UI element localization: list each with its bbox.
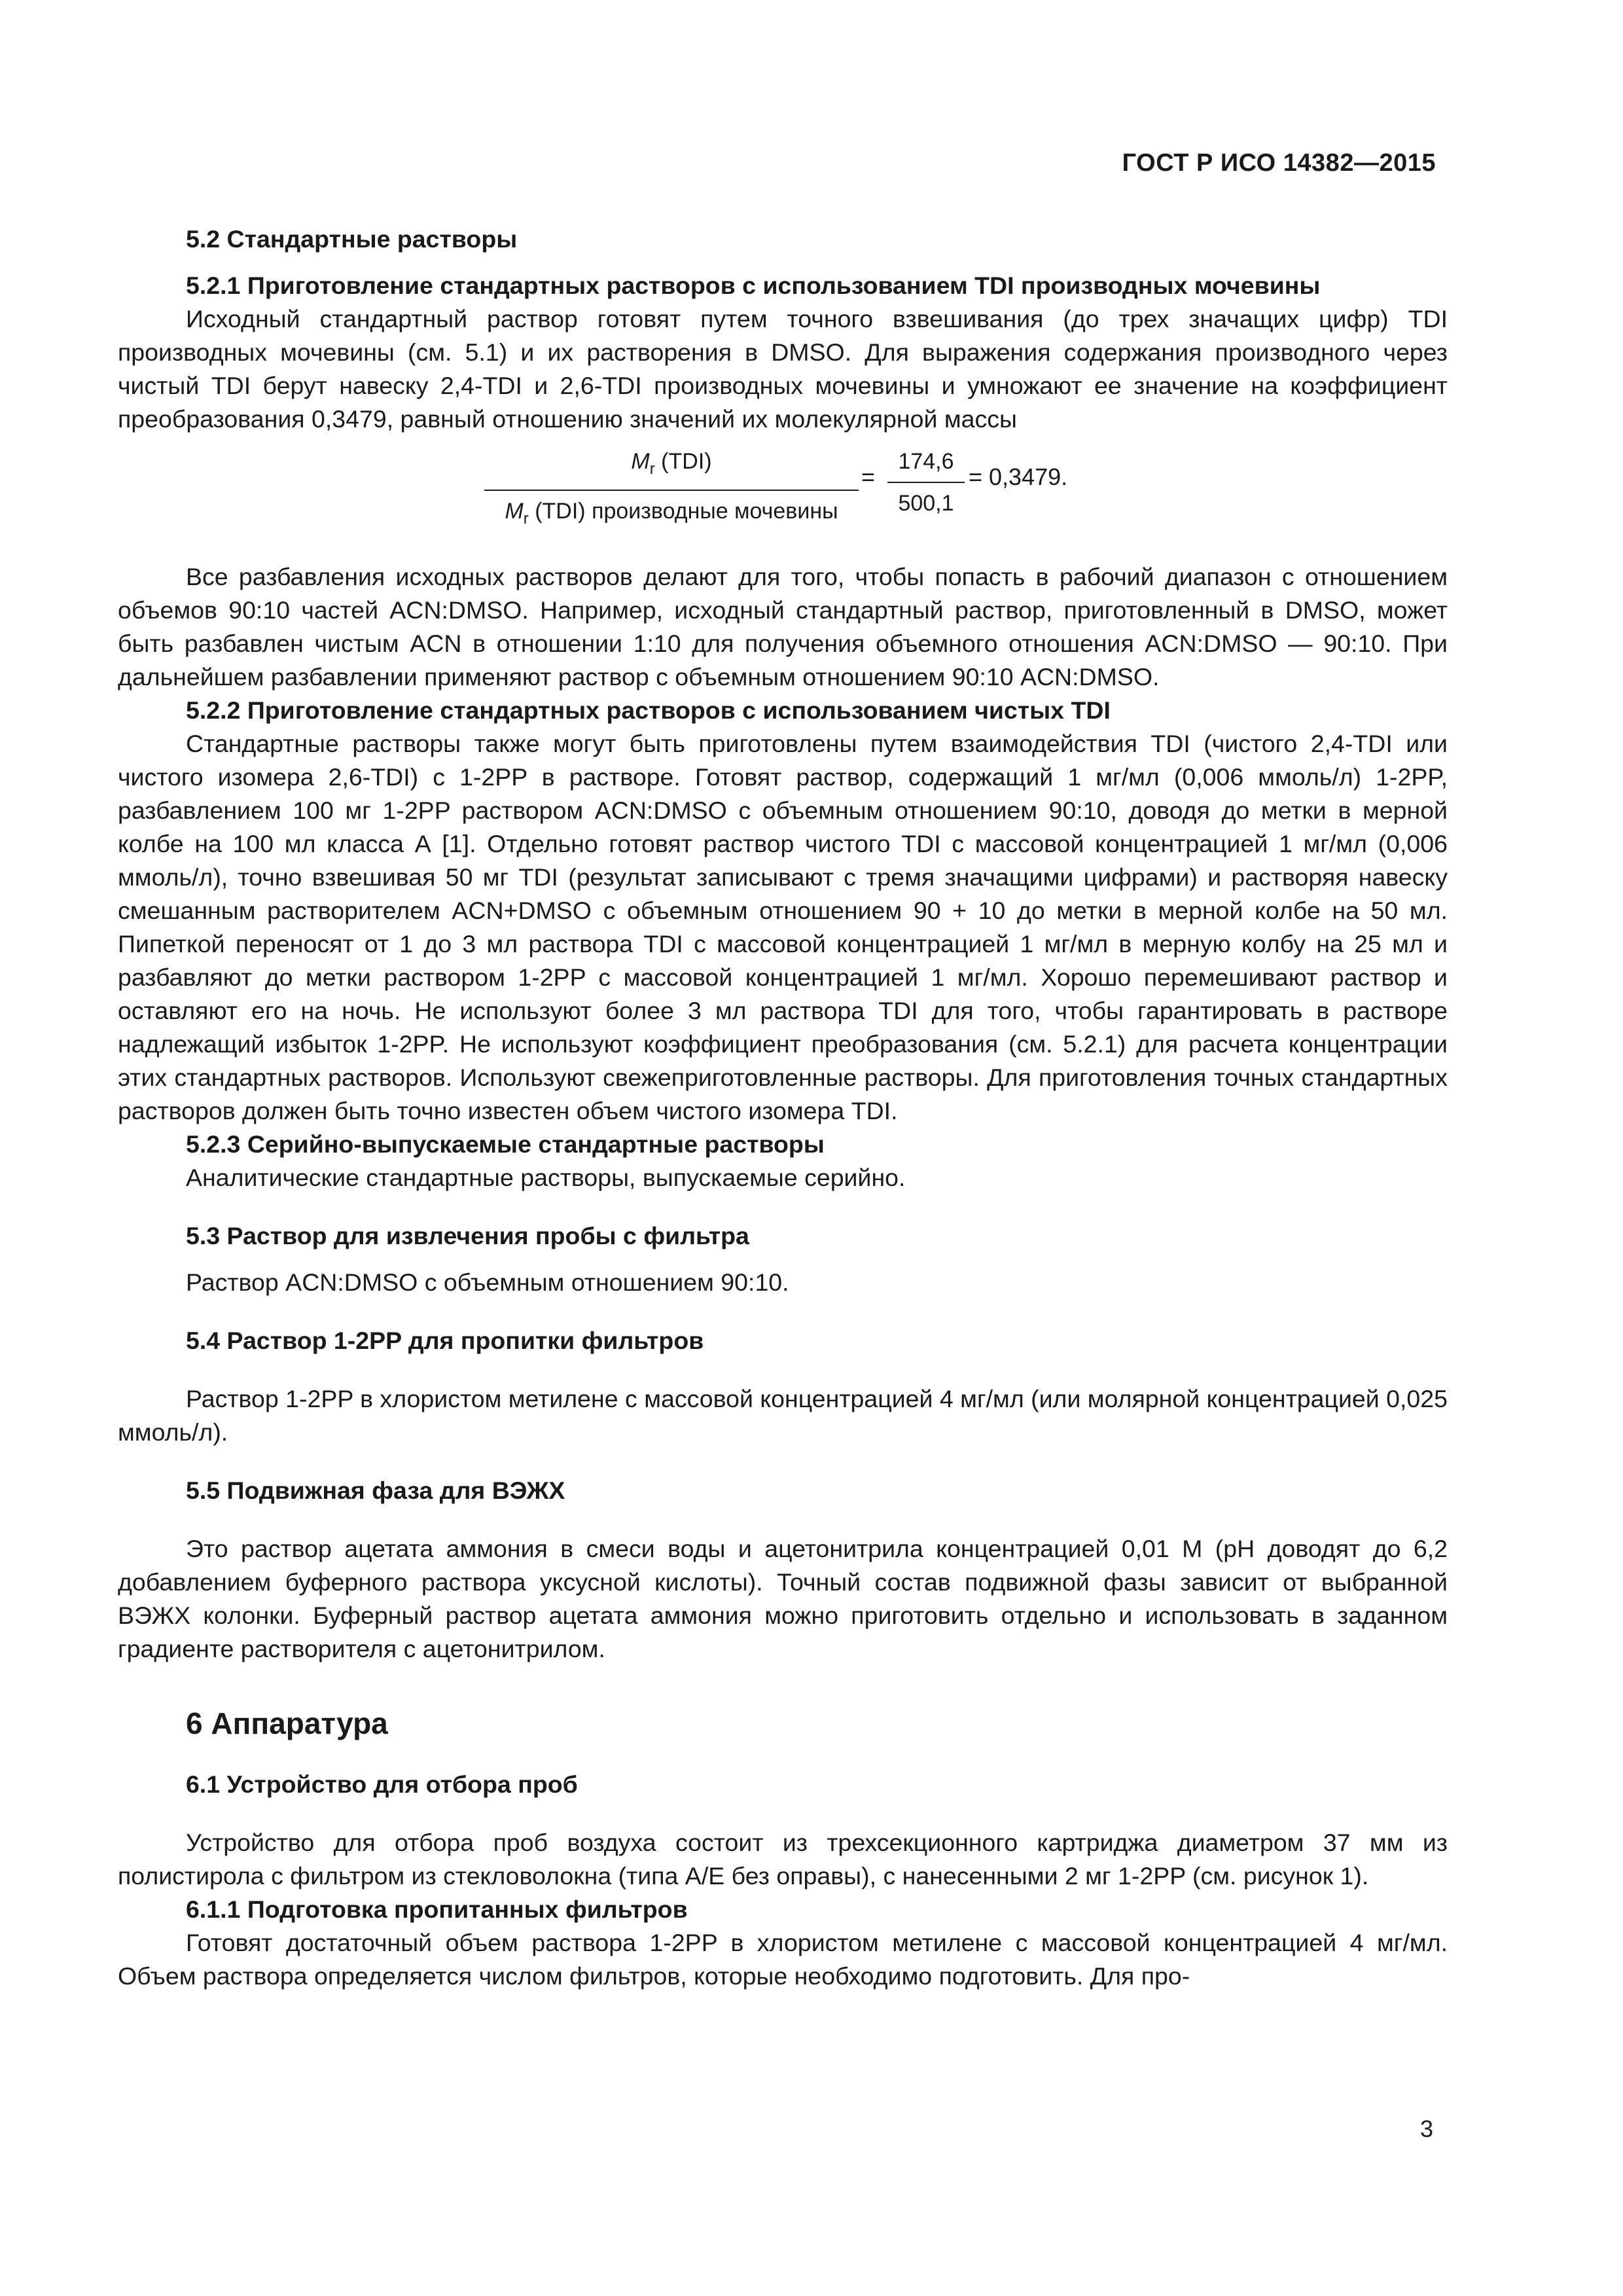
section-5-5-heading: 5.5 Подвижная фаза для ВЭЖХ — [186, 1477, 565, 1504]
section-5-2-2-heading: 5.2.2 Приготовление стандартных растворов с использованием чистых TDI — [186, 696, 1111, 724]
section-5-2-3-heading: 5.2.3 Серийно-выпускаемые стандартные растворы — [186, 1130, 825, 1158]
section-5-2-1-paragraph-1: Исходный стандартный раствор готовят путем точного взвешивания (до трех значащих цифр) TDI производных мочевины (см. 5.1) и их растворения в DMSO. Для выражения содержания производного через чистый TDI берут навеску 2,4-TDI и 2,6-TDI производных мочевины и умножают ее значение на коэффициент преобразования 0,3479, равный отношению значений их молекулярной массы — [118, 305, 1448, 433]
formula-result: = 0,3479. — [969, 463, 1068, 490]
fraction-numerator: 174,6 — [898, 449, 954, 474]
section-6-1-heading: 6.1 Устройство для отбора проб — [186, 1770, 578, 1798]
spacer — [118, 1743, 1448, 1768]
section-5-4-paragraph: Раствор 1-2PP в хлористом метилене с массовой концентрацией 4 мг/мл (или молярной концентрацией 0,025 ммоль/л). — [118, 1385, 1448, 1446]
numeric-fraction — [887, 445, 965, 520]
spacer — [118, 256, 1448, 269]
spacer — [118, 1666, 1448, 1704]
spacer — [118, 1357, 1448, 1382]
section-5-3-heading: 5.3 Раствор для извлечения пробы с фильтра — [186, 1222, 749, 1249]
spacer — [118, 1507, 1448, 1532]
section-5-2-3-paragraph: Аналитические стандартные растворы, выпускаемые серийно. — [186, 1164, 906, 1191]
fraction-bar — [887, 482, 965, 483]
equals-sign: = — [861, 463, 876, 490]
section-5-2-1-paragraph-2: Все разбавления исходных растворов делают для того, чтобы попасть в рабочий диапазон с отношением объемов 90:10 частей ACN:DMSO. Например, исходный стандартный раствор, приготовленный в DMSO, может быть разбавлен чистым ACN в отношении 1:10 для получения объемного отношения ACN:DMSO — 90:10. При дальнейшем разбавлении применяют раствор с объемным отношением 90:10 ACN:DMSO. — [118, 563, 1448, 691]
conversion-factor-formula — [118, 445, 1448, 543]
document-id-header: ГОСТ Р ИСО 14382—2015 — [1122, 149, 1436, 177]
spacer — [118, 1801, 1448, 1826]
fraction-numerator: $M_r$ (TDI) — [631, 449, 712, 478]
section-5-4-heading: 5.4 Раствор 1-2PP для пропитки фильтров — [186, 1327, 704, 1354]
section-6-1-paragraph: Устройство для отбора проб воздуха состоит из трехсекционного картриджа диаметром 37 мм из полистирола с фильтром из стекловолокна (типа А/Е без оправы), с нанесенными 2 мг 1-2PP (см. рисунок 1). — [118, 1829, 1448, 1890]
section-6-heading: 6 Аппаратура — [186, 1706, 388, 1740]
section-5-5-paragraph: Это раствор ацетата аммония в смеси воды и ацетонитрила концентрацией 0,01 М (рН доводят до 6,2 добавлением буферного раствора уксусной кислоты). Точный состав подвижной фазы зависит от выбранной ВЭЖХ колонки. Буферный раствор ацетата аммония можно приготовить отдельно и использовать в заданном градиенте растворителя с ацетонитрилом. — [118, 1535, 1448, 1662]
section-6-1-1-heading: 6.1.1 Подготовка пропитанных фильтров — [186, 1895, 688, 1923]
spacer — [118, 1253, 1448, 1266]
spacer — [118, 1449, 1448, 1474]
molar-mass-fraction — [484, 445, 859, 535]
spacer — [118, 1299, 1448, 1324]
section-6-1-1-paragraph: Готовят достаточный объем раствора 1-2PP в хлористом метилене с массовой концентрацией 4 мг/мл. Объем раствора определяется числом фильтров, которые необходимо подготовить. Для про- — [118, 1929, 1448, 1990]
section-5-2-2-paragraph: Стандартные растворы также могут быть приготовлены путем взаимодействия TDI (чистого 2,4-TDI или чистого изомера 2,6-TDI) с 1-2PP в растворе. Готовят раствор, содержащий 1 мг/мл (0,006 ммоль/л) 1-2PP, разбавлением 100 мг 1-2PP раствором ACN:DMSO с объемным отношением 90:10, доводя до метки в мерной колбе на 100 мл класса А [1]. Отдельно готовят раствор чистого TDI с массовой концентрацией 1 мг/мл (0,006 ммоль/л), точно взвешивая 50 мг TDI (результат записывают с тремя значащими цифрами) и растворяя навеску смешанным растворителем ACN+DMSO с объемным отношением 90 + 10 до метки в мерной колбе на 50 мл. Пипеткой переносят от 1 до 3 мл раствора TDI с массовой концентрацией 1 мг/мл в мерную колбу на 25 мл и разбавляют до метки раствором 1-2PP с массовой концентрацией 1 мг/мл. Хорошо перемешивают раствор и оставляют его на ночь. Не используют более 3 мл раствора TDI для того, чтобы гарантировать в растворе надлежащий избыток 1-2PP. Не используют коэффициент преобразования (см. 5.2.1) для расчета концентрации этих стандартных растворов. Используют свежеприготовленные растворы. Для приготовления точных стандартных растворов должен быть точно известен объем чистого изомера TDI. — [118, 730, 1448, 1124]
fraction-denominator: 500,1 — [898, 491, 954, 516]
section-5-2-heading: 5.2 Стандартные растворы — [186, 225, 518, 253]
section-5-3-paragraph: Раствор ACN:DMSO с объемным отношением 90:10. — [186, 1268, 789, 1296]
section-5-2-1-heading: 5.2.1 Приготовление стандартных растворов с использованием TDI производных мочевины — [186, 272, 1321, 299]
fraction-bar — [484, 490, 859, 491]
spacer — [118, 1194, 1448, 1219]
page-content — [118, 223, 1448, 1993]
page-number: 3 — [1419, 2115, 1433, 2142]
fraction-denominator: $M_r$ (TDI) производные мочевины — [505, 498, 838, 528]
